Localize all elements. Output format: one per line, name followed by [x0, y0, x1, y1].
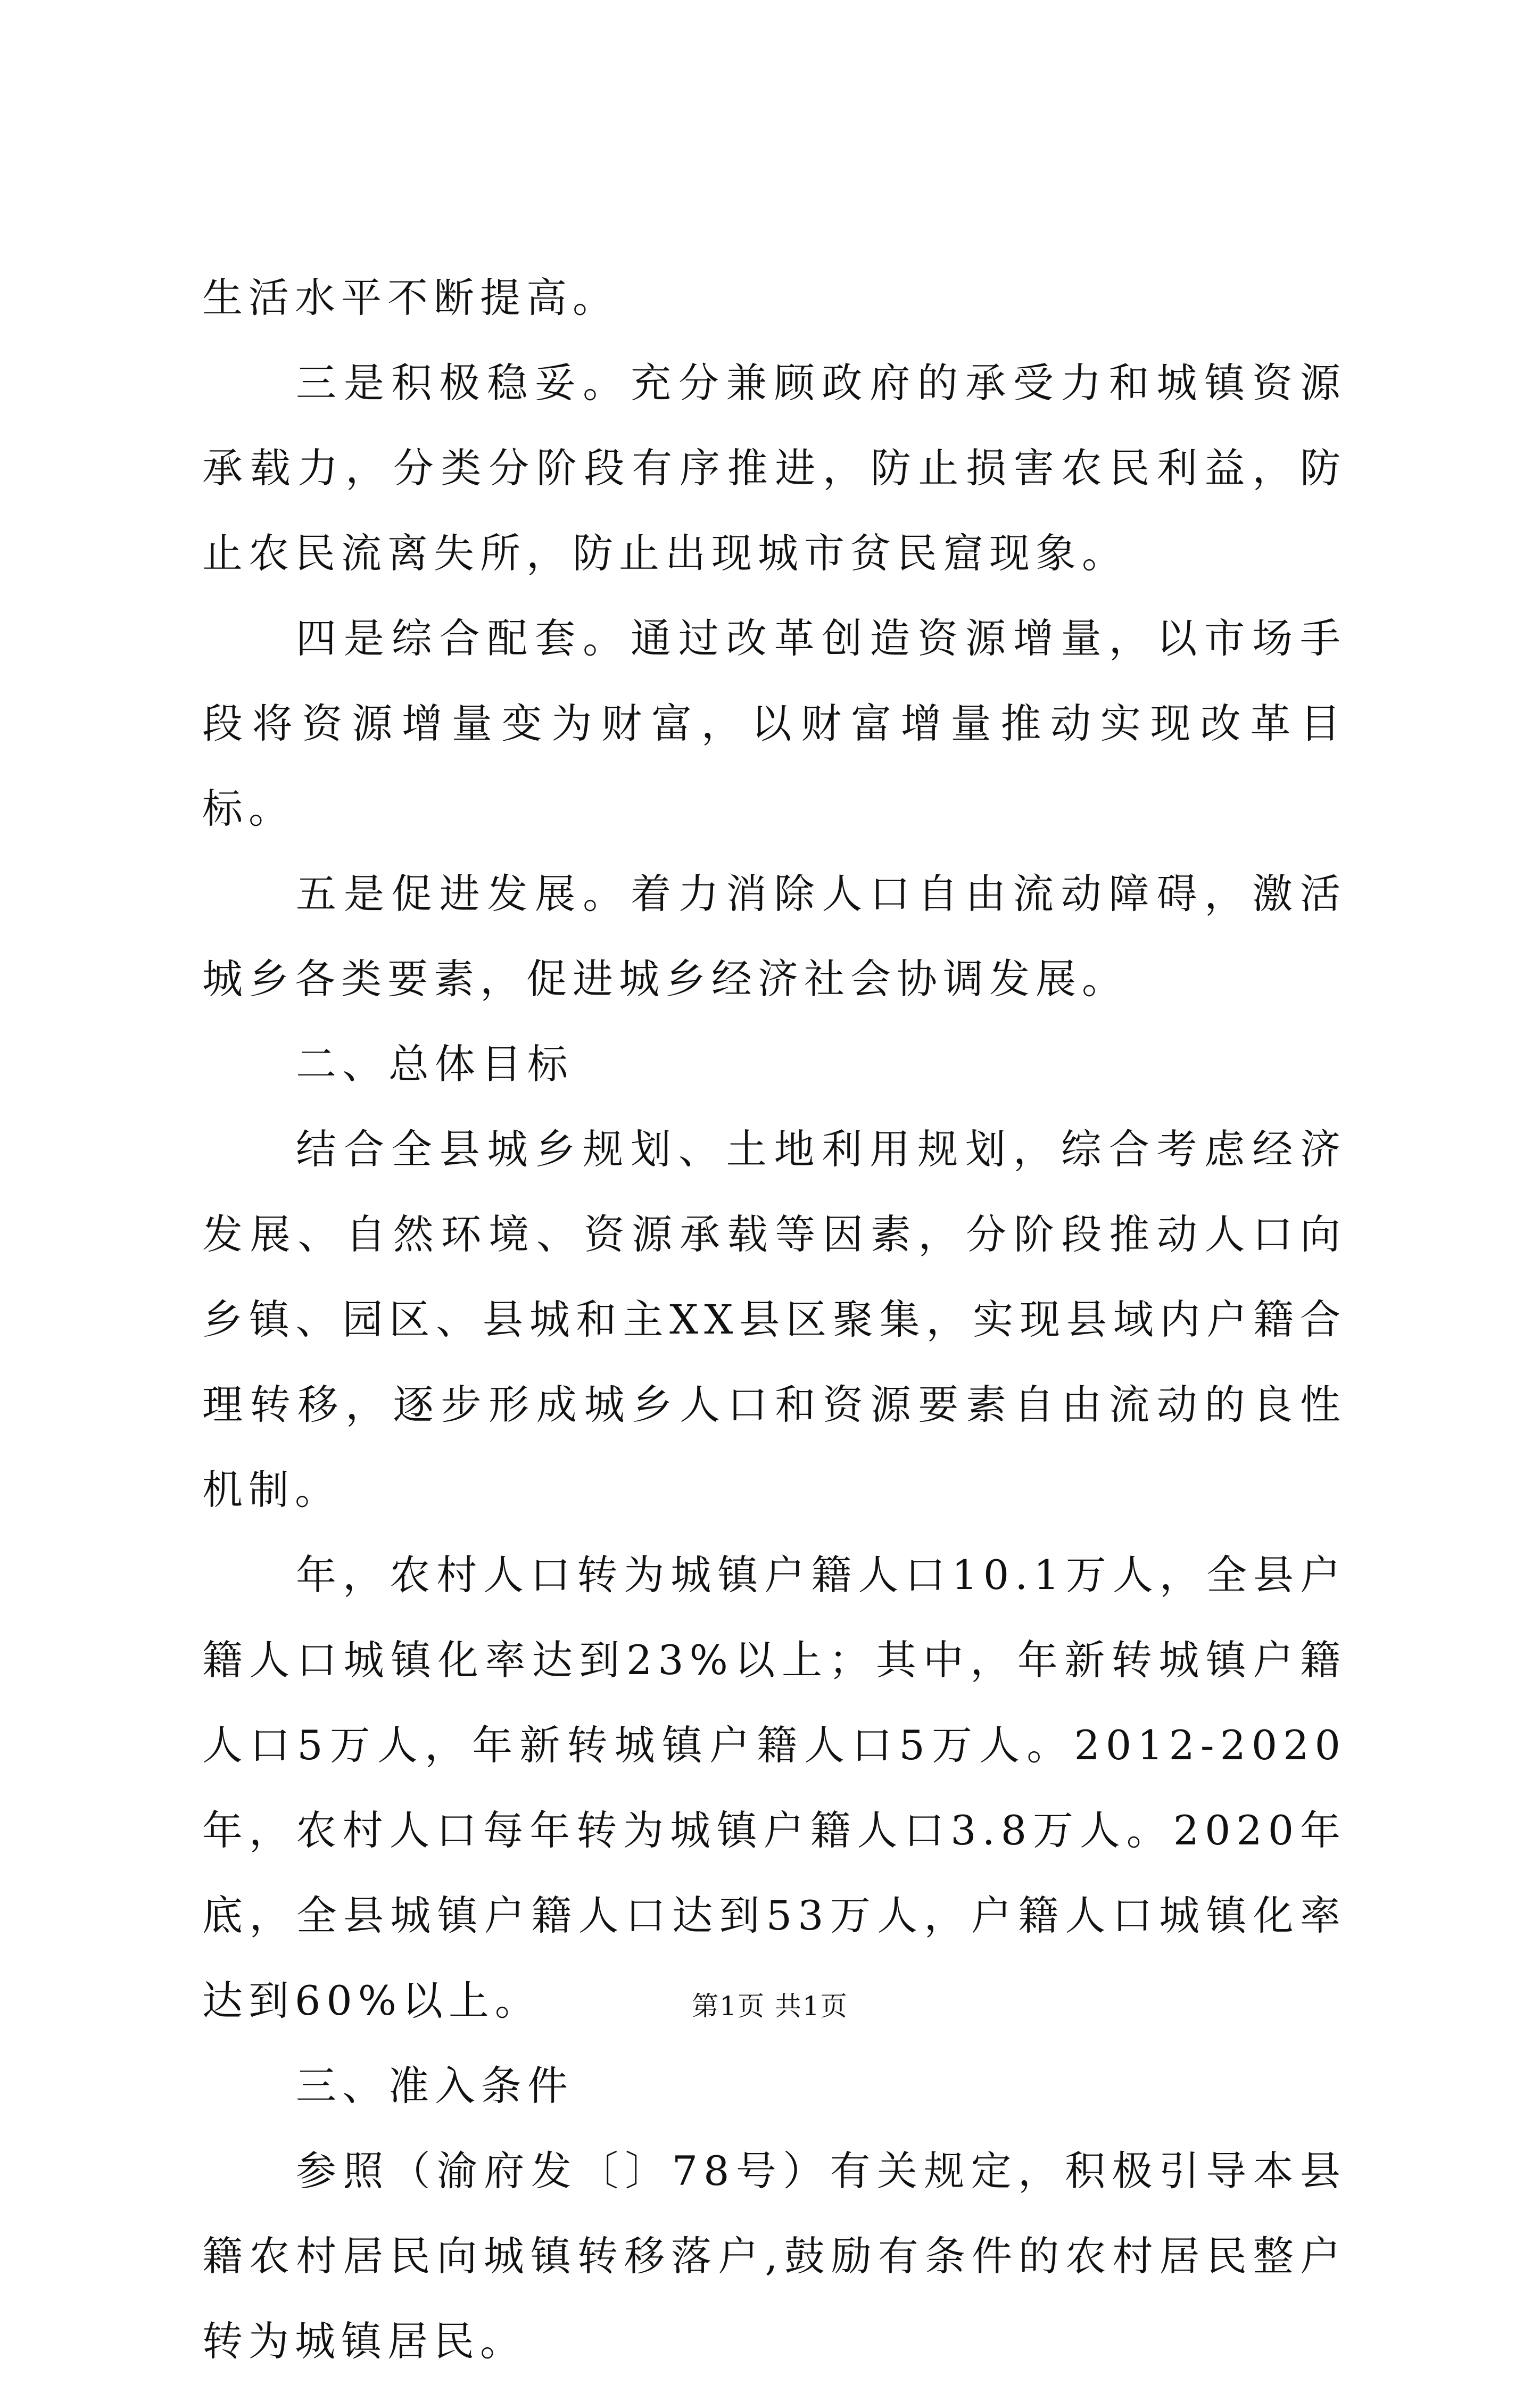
section-heading-overall-goals: 二、总体目标 — [296, 1040, 574, 1088]
page-number-footer: 第1页 共1页 — [692, 1991, 848, 2022]
paragraph-principle-three: 三是积极稳妥。充分兼顾政府的承受力和城镇资源承载力，分类分阶段有序推进，防止损害农民利益，防止农民流离失所，防止出现城市贫民窟现象。 — [202, 359, 1346, 577]
document-body — [202, 255, 1346, 2384]
paragraph-goals-summary: 结合全县城乡规划、土地利用规划，综合考虑经济发展、自然环境、资源承载等因素，分阶段推动人口向乡镇、园区、县城和主XX县区聚集，实现县域内户籍合理转移，逐步形成城乡人口和资源要素自由流动的良性机制。 — [202, 1125, 1346, 1513]
paragraph-continuation: 生活水平不断提高。 — [202, 274, 619, 321]
paragraph-goals-targets: 年，农村人口转为城镇户籍人口10.1万人，全县户籍人口城镇化率达到23%以上；其中，年新转城镇户籍人口5万人，年新转城镇户籍人口5万人。2012-2020年，农村人口每年转为城镇户籍人口3.8万人。2020年底，全县城镇户籍人口达到53万人，户籍人口城镇化率达到60%以上。 — [202, 1551, 1346, 2024]
paragraph-principle-four: 四是综合配套。通过改革创造资源增量，以市场手段将资源增量变为财富，以财富增量推动实现改革目标。 — [202, 615, 1346, 832]
section-heading-entry-conditions: 三、准入条件 — [296, 2062, 574, 2109]
paragraph-principle-five: 五是促进发展。着力消除人口自由流动障碍，激活城乡各类要素，促进城乡经济社会协调发展。 — [202, 870, 1346, 1003]
paragraph-entry-conditions: 参照（渝府发〔〕78号）有关规定，积极引导本县籍农村居民向城镇转移落户,鼓励有条件的农村居民整户转为城镇居民。 — [202, 2147, 1346, 2365]
